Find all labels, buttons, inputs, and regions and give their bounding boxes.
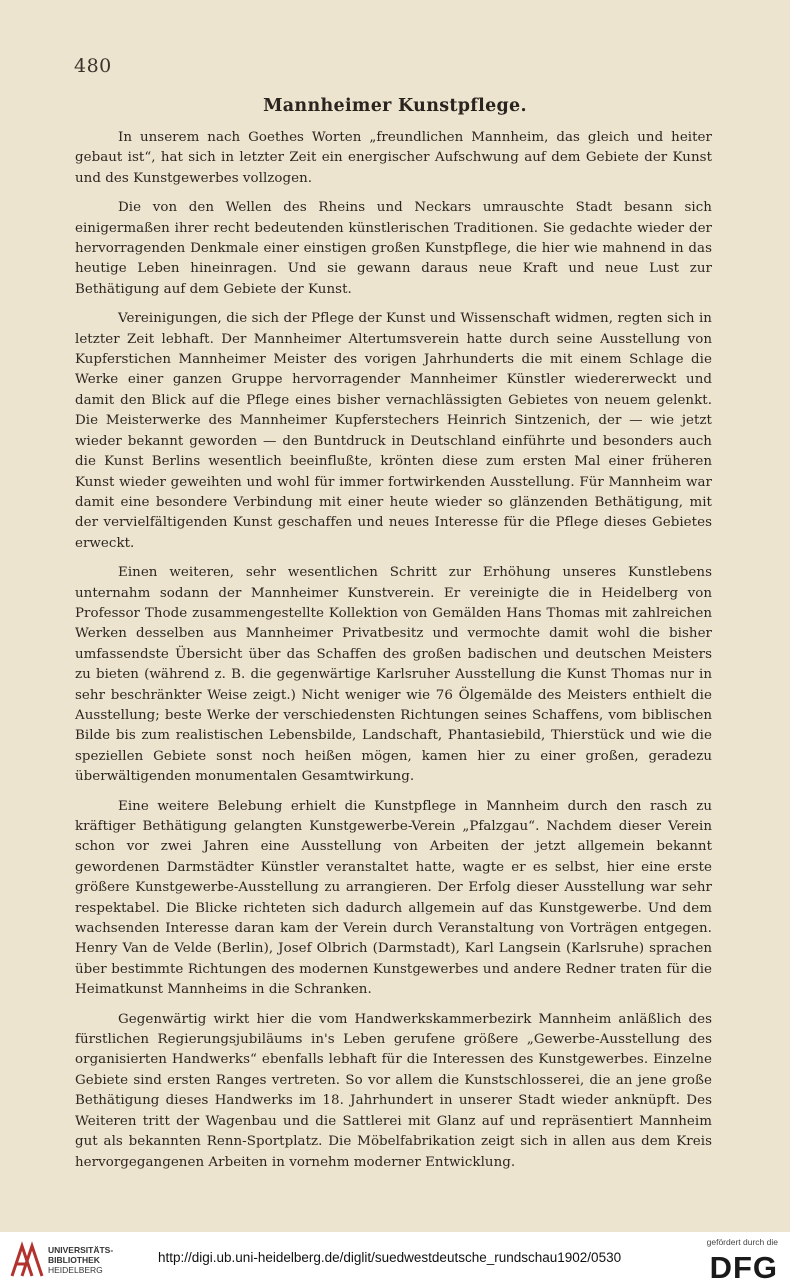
paragraph: Vereinigungen, die sich der Pflege der Kunst und Wissenschaft widmen, regten sich in letzter Zeit lebhaft. Der Mannheimer Altertumsverein hatte durch seine Ausstellung von Kupferstichen Mannheimer Meister des vorigen Jahrhunderts die mit einem Schlage die Werke einer ganzen Gruppe hervorragender Mannheimer Künstler wiedererweckt und damit den Blick auf die Pflege eines bisher vernachlässigten Gebietes von neuem gelenkt. Die Meisterwerke des Mannheimer Kupferstechers Heinrich Sintzenich, der — wie jetzt wieder bekannt geworden — den Buntdruck in Deutschland einführte und besonders auch die Kunst Berlins wesentlich beeinflußte, krönten diese zum ersten Mal einer früheren Kunst wieder geweihten und wohl für immer fortwirkenden Ausstellung. Für Mannheim war damit eine besondere Verbindung mit einer heute wieder so glänzenden Bethätigung, mit der vervielfältigenden Kunst geschaffen und neues Interesse für die Pflege dieses Gebietes erweckt. xyxy=(75,311,712,551)
paragraph: Die von den Wellen des Rheins und Neckars umrauschte Stadt besann sich einigermaßen ihrer recht bedeutenden künstlerischen Traditionen. Sie gedachte wieder der hervorragenden Denkmale einer einstigen großen Kunstpflege, die hier wie mahnend in das heutige Leben hineinragen. Und sie gewann daraus neue Kraft und neue Lust zur Bethätigung auf dem Gebiete der Kunst. xyxy=(75,200,712,297)
page-number: 480 xyxy=(74,55,112,77)
dfg-logo: DFG xyxy=(709,1250,778,1285)
viewer-footer xyxy=(0,1232,790,1288)
article-body xyxy=(75,128,712,1182)
library-name-line: HEIDELBERG xyxy=(48,1265,103,1275)
funded-by-label: gefördert durch die xyxy=(706,1237,778,1247)
permalink-url[interactable]: http://digi.ub.uni-heidelberg.de/diglit/suedwestdeutsche_rundschau1902/0530 xyxy=(158,1250,622,1265)
library-name-line: BIBLIOTHEK xyxy=(48,1255,100,1265)
library-name-line: UNIVERSITÄTS- xyxy=(48,1245,114,1255)
paragraph: Eine weitere Belebung erhielt die Kunstpflege in Mannheim durch den rasch zu kräftiger Bethätigung gelangten Kunstgewerbe-Verein „Pfalzgau“. Nachdem dieser Verein schon vor zwei Jahren eine Ausstellung von Arbeiten der jetzt allgemein bekannt gewordenen Darmstädter Künstler veranstaltet hatte, wagte er es selbst, hier eine erste größere Kunstgewerbe-Ausstellung zu arrangieren. Der Erfolg dieser Ausstellung war sehr respektabel. Die Blicke richteten sich dadurch allgemein auf das Kunstgewerbe. Und dem wachsenden Interesse daran kam der Verein durch Veranstaltung von Vorträgen entgegen. Henry Van de Velde (Berlin), Josef Olbrich (Darmstadt), Karl Langsein (Karlsruhe) sprachen über bestimmte Richtungen des modernen Kunstgewerbes und andere Redner traten für die Heimatkunst Mannheims in die Schranken. xyxy=(75,798,712,998)
paragraph: Gegenwärtig wirkt hier die vom Handwerkskammerbezirk Mannheim anläßlich des fürstlichen Regierungsjubiläums in's Leben gerufene größere „Gewerbe-Ausstellung des organisierten Handwerks“ ebenfalls lebhaft für die Interessen des Kunstgewerbes. Einzelne Gebiete sind ersten Ranges vertreten. So vor allem die Kunstschlosserei, die an jene große Bethätigung dieses Handwerks im 18. Jahrhundert in unserer Stadt wieder anknüpft. Des Weiteren tritt der Wagenbau und die Sattlerei mit Glanz auf und repräsentiert Mannheim gut als bekannten Renn-Sportplatz. Die Möbelfabrikation zeigt sich in allen aus dem Kreis hervorgegangenen Arbeiten in vornehm moderner Entwicklung. xyxy=(75,1011,712,1170)
paragraph: In unserem nach Goethes Worten „freundlichen Mannheim, das gleich und heiter gebaut ist“, hat sich in letzter Zeit ein energischer Aufschwung auf dem Gebiete der Kunst und des Kunstgewerbes vollzogen. xyxy=(75,130,712,186)
article-title: Mannheimer Kunstpflege. xyxy=(263,96,527,116)
paragraph: Einen weiteren, sehr wesentlichen Schritt zur Erhöhung unseres Kunstlebens unternahm sodann der Mannheimer Kunstverein. Er vereinigte die in Heidelberg von Professor Thode zusammengestellte Kollektion von Gemälden Hans Thomas mit zahlreichen Werken desselben aus Mannheimer Privatbesitz und vermochte damit wohl die bisher umfassendste Übersicht über das Schaffen des großen badischen und deutschen Meisters zu bieten (während z. B. die gegenwärtige Karlsruher Ausstellung die Kunst Thomas nur in sehr beschränkter Weise zeigt.) Nicht weniger wie 76 Ölgemälde des Meisters enthielt die Ausstellung; beste Werke der verschiedensten Richtungen seines Schaffens, vom biblischen Bilde bis zum realistischen Lebensbilde, Landschaft, Phantasiebild, Thierstück und wie die speziellen Gebiete sonst noch heißen mögen, kamen hier zu einer großen, geradezu überwältigenden monumentalen Gesamtwirkung. xyxy=(75,565,712,785)
university-library-logo-icon xyxy=(8,1240,48,1280)
university-library-name xyxy=(48,1245,113,1275)
